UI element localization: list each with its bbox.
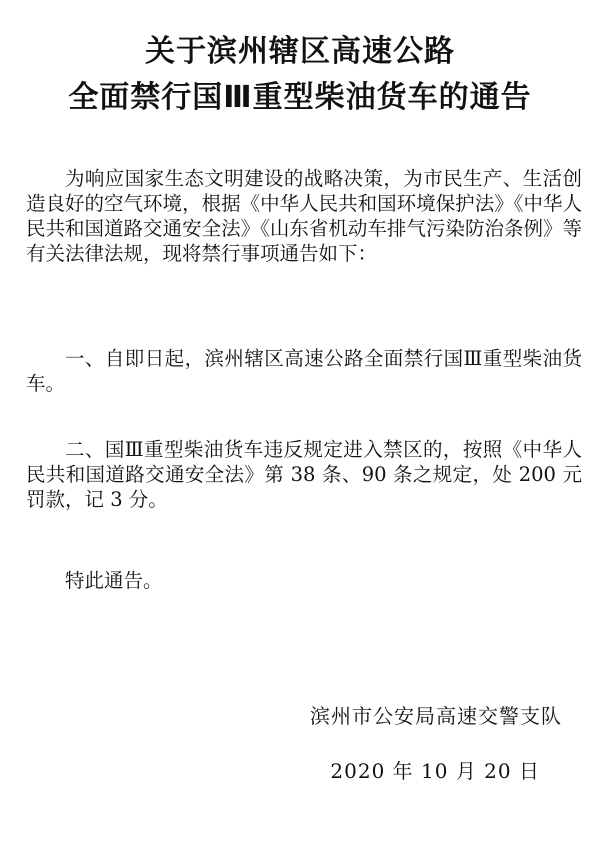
notice-title-line-2: 全面禁行国Ⅲ重型柴油货车的通告 xyxy=(68,80,532,115)
issue-date: 2020 年 10 月 20 日 xyxy=(330,759,540,783)
notice-title-line-1: 关于滨州辖区高速公路 xyxy=(145,34,455,69)
issuing-organization: 滨州市公安局高速交警支队 xyxy=(310,704,562,728)
notice-paragraph-closing: 特此通告。 xyxy=(65,569,163,592)
notice-paragraph-item-2: 二、国Ⅲ重型柴油货车违反规定进入禁区的，按照《中华人民共和国道路交通安全法》第 38 条、90 条之规定，处 200 元罚款，记 3 分。 xyxy=(26,438,582,511)
notice-paragraph-intro: 为响应国家生态文明建设的战略决策，为市民生产、生活创造良好的空气环境，根据《中华人民共和国环境保护法》《中华人民共和国道路交通安全法》《山东省机动车排气污染防治条例》等有关法律法规，现将禁行事项通告如下： xyxy=(26,167,582,265)
notice-paragraph-item-1: 一、自即日起，滨州辖区高速公路全面禁行国Ⅲ重型柴油货车。 xyxy=(26,347,582,395)
